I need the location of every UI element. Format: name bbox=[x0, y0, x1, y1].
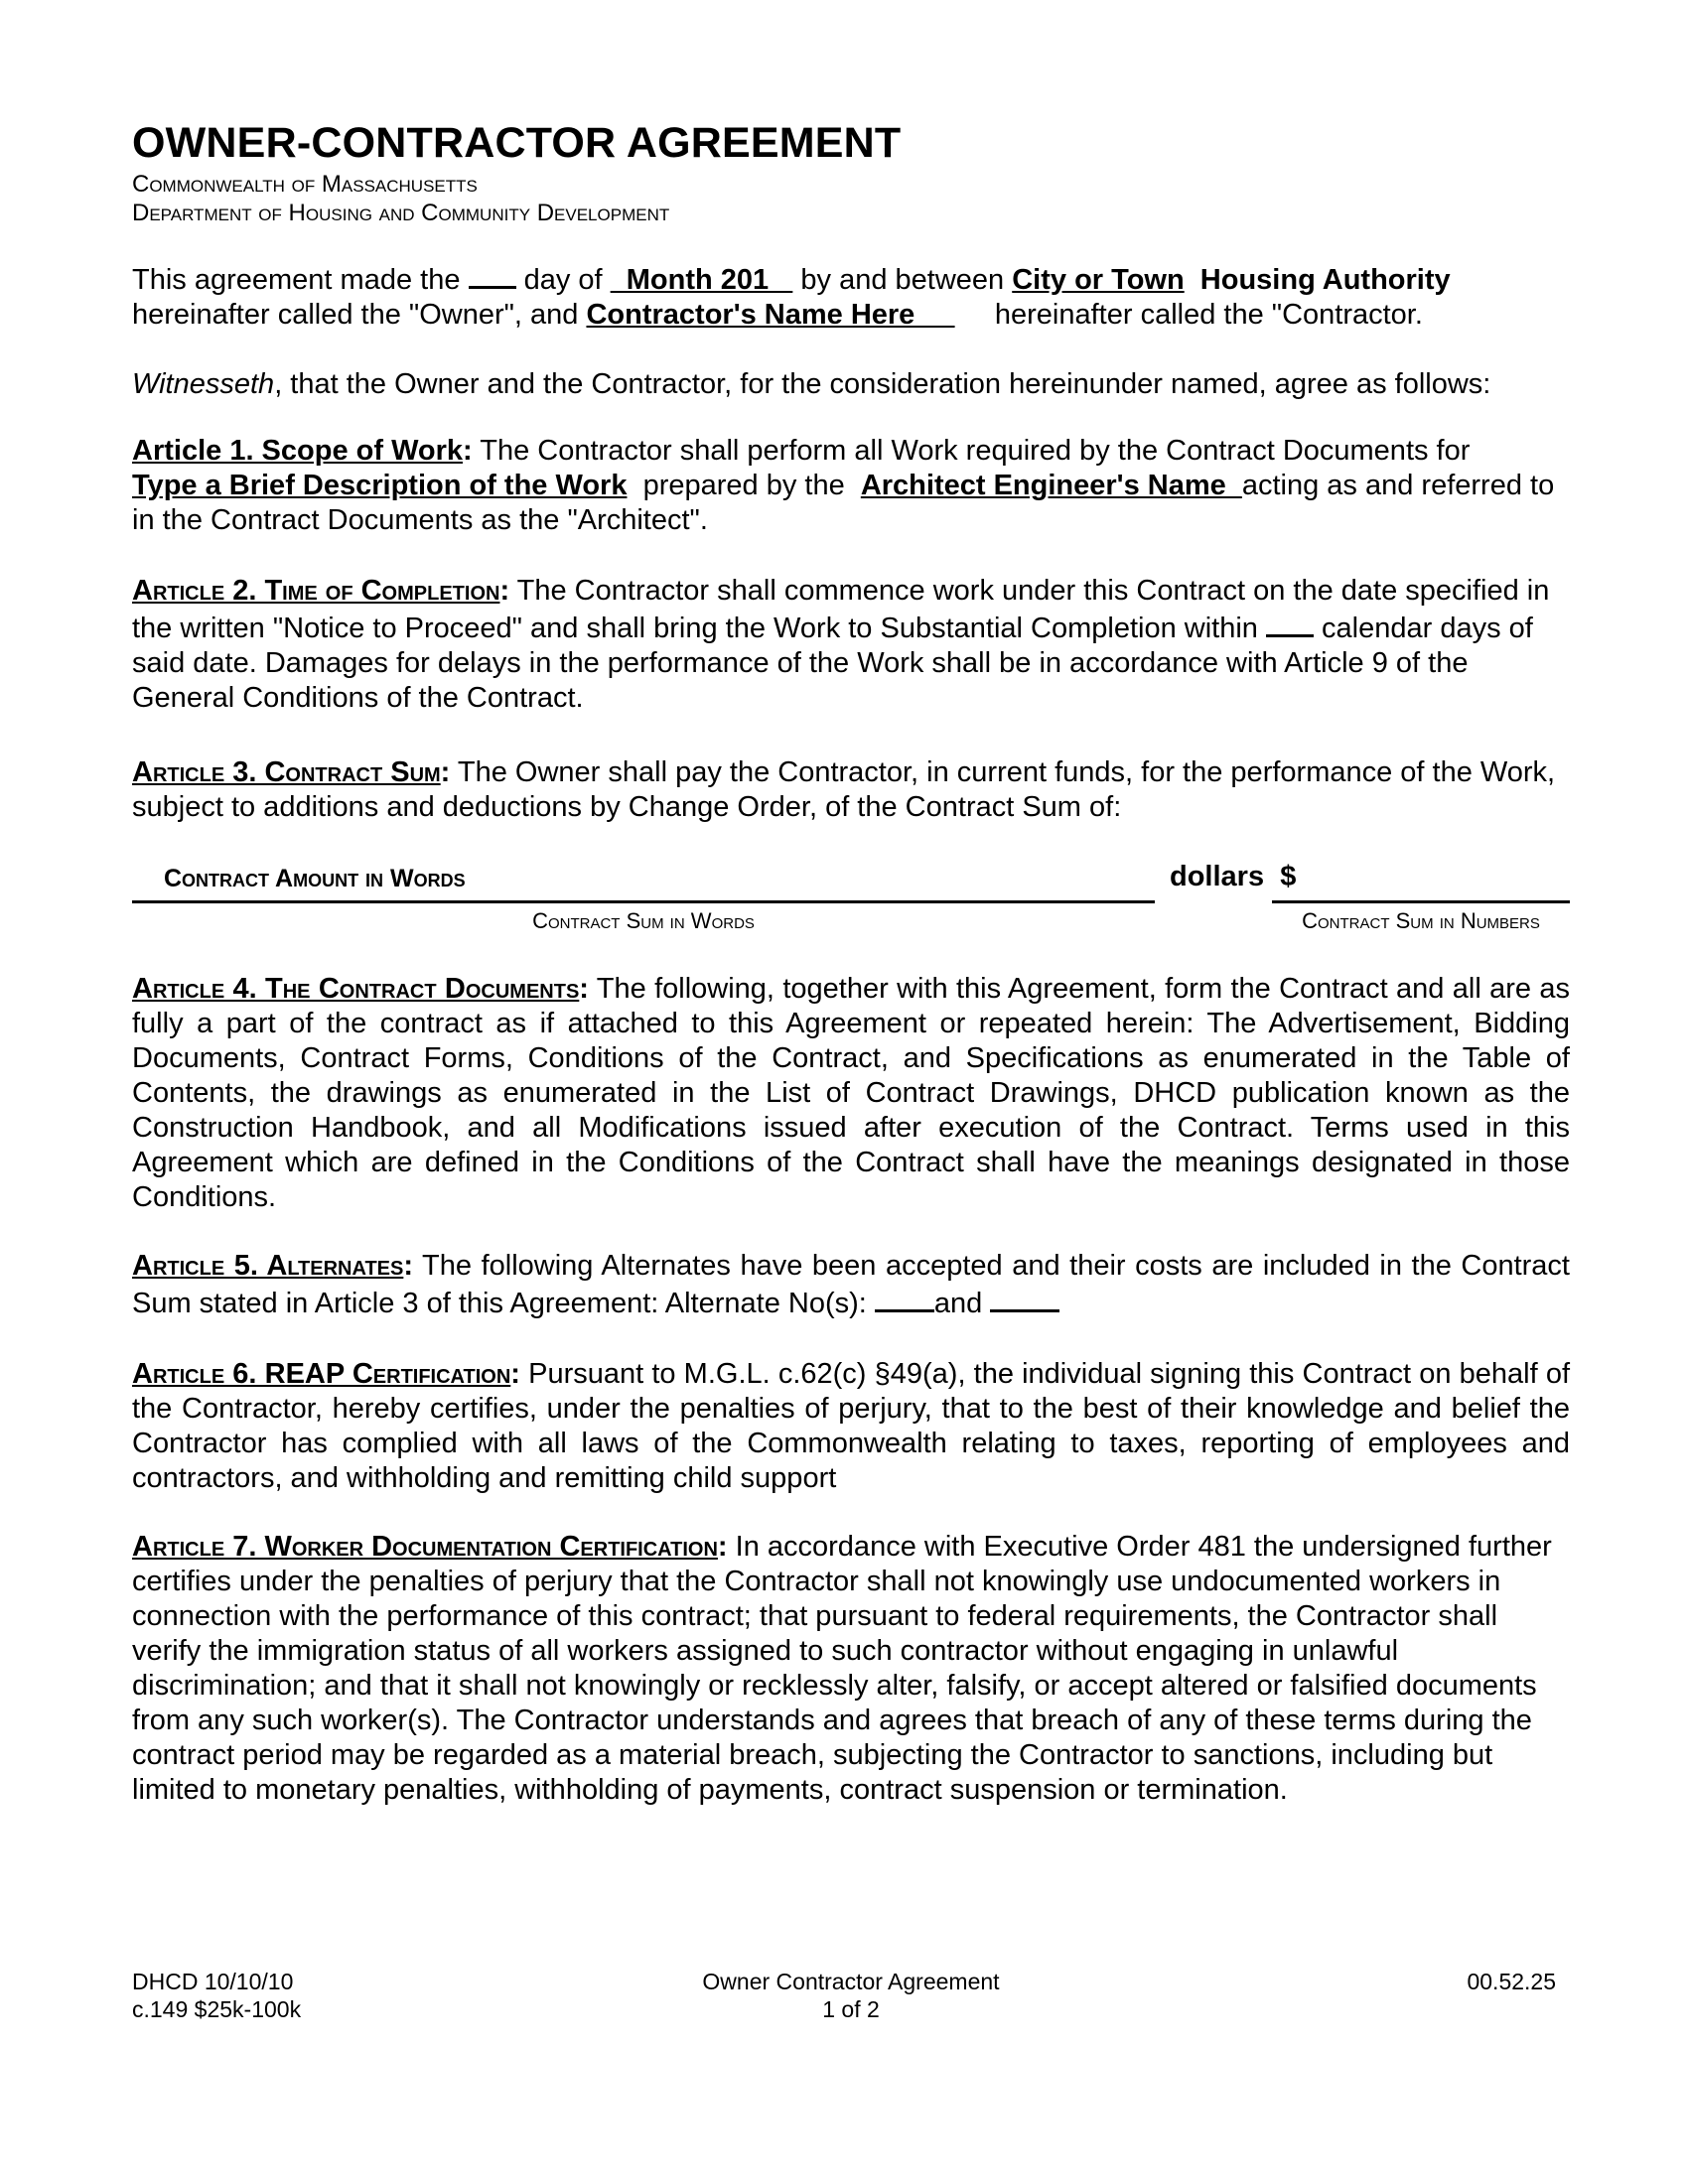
intro-text: hereinafter called the "Owner", and bbox=[132, 299, 587, 332]
article-1-colon: : bbox=[463, 435, 473, 468]
article-1-heading: Article 1. Scope of Work bbox=[132, 435, 464, 468]
article-2-colon: : bbox=[499, 575, 510, 608]
article-4-heading: Article 4. The Contract Documents bbox=[132, 973, 580, 1006]
article-5-colon: : bbox=[403, 1250, 414, 1283]
dollars-label: dollars $ bbox=[1170, 861, 1297, 893]
document-title: OWNER-CONTRACTOR AGREEMENT bbox=[132, 119, 902, 167]
form-range: c.149 $25k-100k bbox=[132, 1996, 302, 2022]
form-date: DHCD 10/10/10 bbox=[132, 1969, 294, 1994]
caption-sum-words: Contract Sum in Words bbox=[532, 908, 755, 934]
article-3-text: The Owner shall pay the Contractor, in current funds, for the performance of the Work, subject to additions and deductions by Change Order, of the Contract Sum of: bbox=[132, 756, 1556, 824]
day-blank-field[interactable] bbox=[469, 260, 516, 289]
section-number: 00.52.25 bbox=[1467, 1969, 1556, 1994]
article-1-text: acting as and referred to in the Contract Documents as the "Architect". bbox=[132, 470, 1555, 537]
architect-name-field[interactable]: Architect Engineer's Name bbox=[860, 470, 1242, 502]
article-6-text: Pursuant to M.G.L. c.62(c) §49(a), the individual signing this Contract on behalf of the Contractor, hereby certifies, under the penalties of perjury, that to the best of their knowledge and belief the Contractor has complied with all laws of the Commonwealth relating to taxes, reporting of employees and contractors, and withholding and remitting child support bbox=[132, 1358, 1570, 1495]
article-7-colon: : bbox=[717, 1531, 728, 1564]
work-description-field[interactable]: Type a Brief Description of the Work bbox=[132, 470, 628, 502]
intro-text: This agreement made the bbox=[132, 264, 469, 297]
witness-paragraph bbox=[132, 367, 1570, 402]
owner-suffix: Housing Authority bbox=[1184, 264, 1451, 297]
article-2 bbox=[132, 574, 1570, 716]
witnesseth-word: Witnesseth bbox=[132, 368, 275, 401]
contractor-name-field[interactable]: Contractor's Name Here bbox=[586, 299, 955, 332]
article-2-text: calendar days of said date. Damages for delays in the performance of the Work shall be in accordance with Article 9 of the General Conditions of the Contract. bbox=[132, 613, 1533, 715]
footer-center bbox=[132, 1968, 1570, 2023]
page-number: 1 of 2 bbox=[822, 1996, 880, 2022]
alternate-1-blank-field[interactable] bbox=[875, 1284, 934, 1312]
article-5-heading: Article 5. Alternates bbox=[132, 1250, 404, 1283]
owner-city-field[interactable]: City or Town bbox=[1012, 264, 1185, 297]
article-6-colon: : bbox=[510, 1358, 520, 1391]
article-4-text: The following, together with this Agreement, form the Contract and all are as fully a part of the contract as if attached to this Agreement or repeated herein: The Advertisement, Bidding Documents, Contract Forms, Conditions of the Contract, and Specifications as enumerated in the Table of Contents, the drawings as enumerated in the List of Contract Drawings, DHCD publication known as the Construction Handbook, and all Modifications issued after execution of the Contract. Terms used in this Agreement which are defined in the Conditions of the Contract shall have the meanings designated in those Conditions. bbox=[132, 973, 1570, 1214]
article-3-heading: Article 3. Contract Sum bbox=[132, 756, 441, 789]
intro-paragraph bbox=[132, 260, 1570, 333]
contract-amount-words-field[interactable] bbox=[132, 861, 1155, 903]
intro-text: by and between bbox=[792, 264, 1013, 297]
days-blank-field[interactable] bbox=[1266, 609, 1314, 637]
witness-text: , that the Owner and the Contractor, for the consideration hereinunder named, agree as follows: bbox=[274, 368, 1491, 401]
agency-line: Commonwealth of Massachusetts bbox=[132, 171, 478, 199]
department-line: Department of Housing and Community Development bbox=[132, 200, 670, 227]
article-1-text: prepared by the bbox=[627, 470, 861, 502]
article-2-text: The Contractor shall commence work under this Contract on the date specified in the written "Notice to Proceed" and shall bring the Work to Substantial Completion within bbox=[132, 575, 1550, 645]
alternate-2-blank-field[interactable] bbox=[990, 1284, 1059, 1312]
article-4-colon: : bbox=[579, 973, 589, 1006]
article-7-text: In accordance with Executive Order 481 the undersigned further certifies under the penalties of perjury that the Contractor shall not knowingly use undocumented workers in connection with the performance of this contract; that pursuant to federal requirements, the Contractor shall verify the immigration status of all workers assigned to such contractor without engaging in unlawful discrimination; and that it shall not knowingly or recklessly alter, falsify, or accept altered or falsified documents from any such worker(s). The Contractor understands and agrees that breach of any of these terms during the contract period may be regarded as a material breach, subjecting the Contractor to sanctions, including but limited to monetary penalties, withholding of payments, contract suspension or termination. bbox=[132, 1531, 1552, 1807]
footer-doc-title: Owner Contractor Agreement bbox=[702, 1969, 1000, 1994]
intro-text: day of bbox=[515, 264, 611, 297]
document-page bbox=[132, 119, 1570, 1808]
article-3 bbox=[132, 755, 1570, 825]
article-5-text: The following Alternates have been accepted and their costs are included in the Contract Sum stated in Article 3 of this Agreement: Alternate No(s): bbox=[132, 1250, 1570, 1320]
article-2-heading: Article 2. Time of Completion bbox=[132, 575, 500, 608]
article-5 bbox=[132, 1249, 1570, 1321]
intro-text: hereinafter called the "Contractor. bbox=[954, 299, 1423, 332]
article-4 bbox=[132, 972, 1570, 1215]
article-7-heading: Article 7. Worker Documentation Certification bbox=[132, 1531, 718, 1564]
article-6-heading: Article 6. REAP Certification bbox=[132, 1358, 511, 1391]
caption-sum-numbers: Contract Sum in Numbers bbox=[1302, 908, 1540, 934]
article-6 bbox=[132, 1357, 1570, 1496]
article-1-text: The Contractor shall perform all Work required by the Contract Documents for bbox=[472, 435, 1471, 468]
article-7 bbox=[132, 1530, 1570, 1808]
article-3-colon: : bbox=[440, 756, 451, 789]
month-field[interactable]: Month 201_ bbox=[610, 264, 793, 297]
article-5-and: and bbox=[933, 1288, 991, 1320]
article-1 bbox=[132, 434, 1570, 538]
contract-amount-words-value[interactable]: Contract Amount in Words bbox=[164, 865, 466, 893]
contract-amount-number-field[interactable] bbox=[1272, 861, 1570, 903]
contract-sum-row bbox=[132, 861, 1570, 950]
footer-right bbox=[1467, 1968, 1556, 1995]
